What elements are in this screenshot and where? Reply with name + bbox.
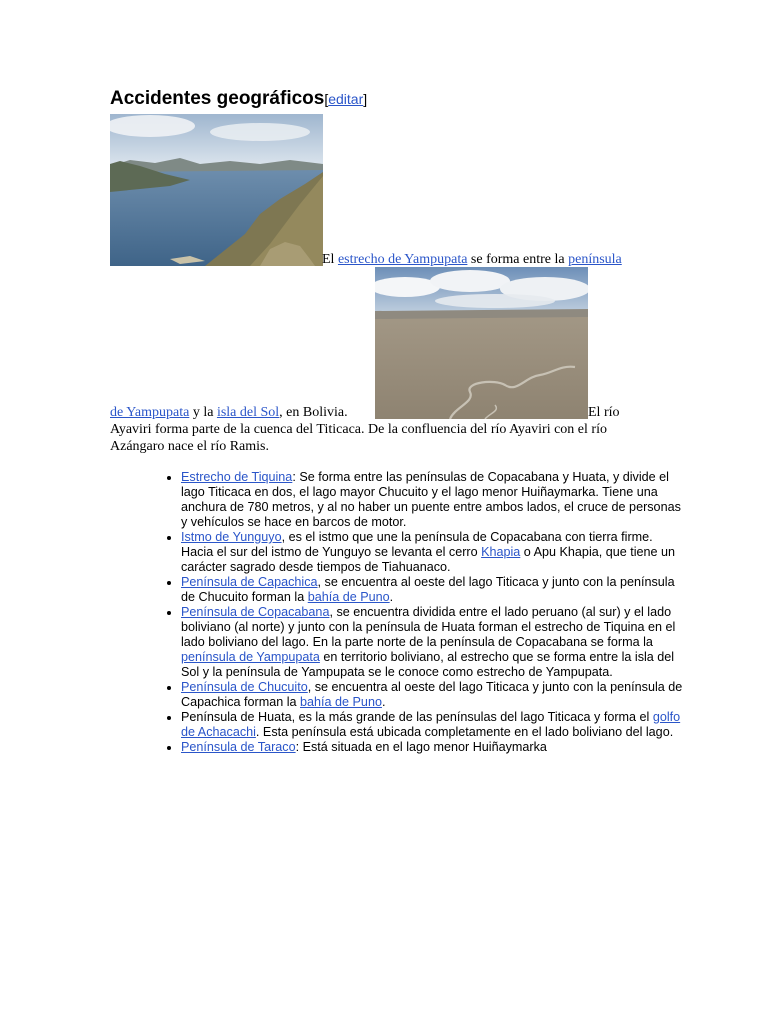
list-item: • Península de Chucuito, se encuentra al oeste del lago Titicaca y junto con la península de Capachica forman la bahía de Puno.: [181, 680, 686, 710]
list-item: • Península de Copacabana, se encuentra dividida entre el lado peruano (al sur) y el lado boliviano (al norte) y junto con la península de Huata forman el estrecho de Tiquina en el lado boliviano del lago. En la parte norte de la península de Copacabana se forma la península de Yampupata en territorio boliviano, al estrecho que se forma entre la isla del Sol y la península de Yampupata se le conoce como estrecho de Yampupata.: [181, 605, 686, 680]
section-title: Accidentes geográficos: [110, 88, 325, 109]
link-golfo-achacachi[interactable]: golfo de Achacachi: [181, 710, 681, 739]
lake-photo-graphic: [110, 114, 323, 266]
link-istmo-yunguyo[interactable]: Istmo de Yunguyo: [181, 530, 282, 544]
link-peninsula-capachica[interactable]: Península de Capachica: [181, 575, 318, 589]
link-peninsula-yampupata-b[interactable]: de Yampupata: [110, 405, 190, 420]
edit-section: [editar]: [324, 91, 368, 107]
link-peninsula-taraco[interactable]: Península de Taraco: [181, 740, 296, 754]
link-peninsula-yampupata-a[interactable]: península: [568, 252, 622, 267]
edit-link[interactable]: editar: [328, 91, 364, 107]
link-estrecho-tiquina[interactable]: Estrecho de Tiquina: [181, 470, 293, 484]
link-isla-del-sol[interactable]: isla del Sol: [216, 405, 280, 420]
intro-line-2-end: El río: [588, 405, 620, 420]
section-heading: [110, 88, 367, 110]
link-bahia-puno[interactable]: bahía de Puno: [307, 590, 390, 604]
list-item: • Península de Huata, es la más grande de las penínsulas del lago Titicaca y forma el golfo de Achacachi. Esta península está ubicada completamente en el lado boliviano del lago.: [181, 710, 686, 740]
intro-line-2: de Yampupata y la isla del Sol, en Bolivia.: [110, 405, 348, 420]
link-khapia[interactable]: Khapia: [481, 545, 521, 559]
ayaviri-river-photo[interactable]: [375, 267, 588, 419]
link-peninsula-copacabana[interactable]: Península de Copacabana: [181, 605, 330, 619]
link-peninsula-chucuito[interactable]: Península de Chucuito: [181, 680, 308, 694]
intro-paragraph: Ayaviri forma parte de la cuenca del Titicaca. De la confluencia del río Ayaviri con el río Azángaro nace el río Ramis.: [110, 422, 607, 454]
link-bahia-puno-2[interactable]: bahía de Puno: [300, 695, 382, 709]
list-item: • Península de Taraco: Está situada en el lago menor Huiñaymarka: [181, 740, 686, 755]
geographic-features-list: [155, 470, 686, 755]
ayaviri-river-photo-graphic: [375, 267, 588, 419]
list-item: • Península de Capachica, se encuentra al oeste del lago Titicaca y junto con la península de Chucuito forman la bahía de Puno.: [181, 575, 686, 605]
intro-line-1: El estrecho de Yampupata se forma entre la península: [322, 252, 622, 267]
list-item: • Estrecho de Tiquina: Se forma entre las penínsulas de Copacabana y Huata, y divide el lago Titicaca en dos, el lago mayor Chucuito y el lago menor Huiñaymarka. Tiene una anchura de 780 metros, y al no haber un puente entre ambos lados, el cruce de personas y vehículos se hace en barcos de motor.: [181, 470, 686, 530]
lake-photo[interactable]: [110, 114, 323, 266]
link-peninsula-yampupata[interactable]: península de Yampupata: [181, 650, 320, 664]
link-estrecho-yampupata[interactable]: estrecho de Yampupata: [337, 252, 468, 267]
list-item: • Istmo de Yunguyo, es el istmo que une la península de Copacabana con tierra firme. Hacia el sur del istmo de Yunguyo se levanta el cerro Khapia o Apu Khapia, que tiene un carácter sagrado desde tiempos de Tiahuanaco.: [181, 530, 686, 575]
